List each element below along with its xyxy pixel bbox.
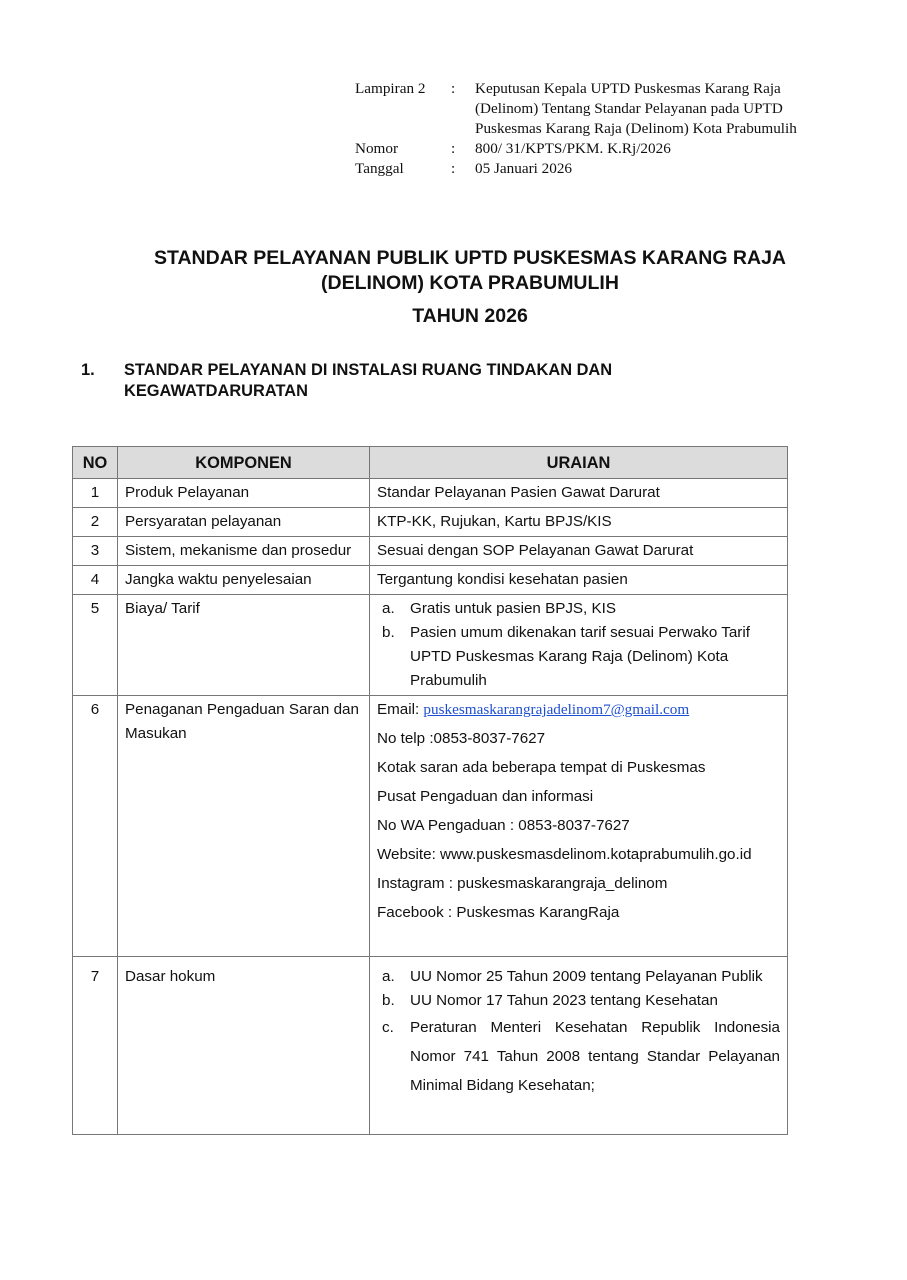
section-text: STANDAR PELAYANAN DI INSTALASI RUANG TINDAKAN DAN KEGAWATDARURATAN [124,361,613,400]
lampiran-table [355,79,845,179]
lampiran-colon: : [451,140,456,157]
document-title [70,246,870,329]
email-link[interactable]: puskesmaskarangrajadelinom7@gmail.com [423,701,690,718]
title-year: TAHUN 2026 [412,305,528,327]
row-no: 7 [73,957,118,1135]
list-text: Peraturan Menteri Kesehatan Republik Indonesia Nomor 741 Tahun 2008 tentang Standar Pelayanan Minimal Bidang Kesehatan; [410,1019,780,1094]
tarif-list [377,597,780,693]
lampiran-value: Keputusan Kepala UPTD Puskesmas Karang Raja (Delinom) Tentang Standar Pelayanan pada UPTD Puskesmas Karang Raja (Delinom) Kota Prabumulih [475,80,797,137]
list-marker: a. [382,968,395,985]
lampiran-row [355,139,845,159]
section-number: 1. [81,361,95,379]
title-line: (DELINOM) KOTA PRABUMULIH [321,272,619,294]
table-row [73,508,788,537]
list-item [377,965,780,989]
row-no: 2 [73,508,118,537]
table-row [73,537,788,566]
contact-line: Website: www.puskesmasdelinom.kotaprabumulih.go.id [377,846,752,863]
header-komponen: KOMPONEN [118,447,370,479]
row-no: 6 [73,696,118,957]
lampiran-key: Nomor [355,140,399,157]
email-line [377,698,780,722]
row-no: 3 [73,537,118,566]
contact-line: Kotak saran ada beberapa tempat di Puskesmas [377,759,706,776]
contact-line: No telp :0853-8037-7627 [377,730,546,747]
list-text: UU Nomor 25 Tahun 2009 tentang Pelayanan Publik [410,968,763,985]
row-komponen: Jangka waktu penyelesaian [118,566,370,595]
table-row [73,566,788,595]
row-no: 4 [73,566,118,595]
title-line: STANDAR PELAYANAN PUBLIK UPTD PUSKESMAS KARANG RAJA [153,247,786,269]
lampiran-value: 05 Januari 2026 [475,160,573,177]
row-no: 1 [73,479,118,508]
row-komponen: Produk Pelayanan [118,479,370,508]
row-uraian: Sesuai dengan SOP Pelayanan Gawat Darurat [370,537,788,566]
dasar-hukum-list [377,965,780,1100]
contact-line: Instagram : puskesmaskarangraja_delinom [377,875,668,892]
header-no: NO [73,447,118,479]
row-komponen: Persyaratan pelayanan [118,508,370,537]
contact-line: Facebook : Puskesmas KarangRaja [377,904,620,921]
table-row [73,479,788,508]
list-item [377,1013,780,1100]
row-komponen: Sistem, mekanisme dan prosedur [118,537,370,566]
contact-line: No WA Pengaduan : 0853-8037-7627 [377,817,630,834]
list-text: Gratis untuk pasien BPJS, KIS [410,600,616,617]
lampiran-value: 800/ 31/KPTS/PKM. K.Rj/2026 [475,140,671,157]
row-uraian: KTP-KK, Rujukan, Kartu BPJS/KIS [370,508,788,537]
row-komponen: Biaya/ Tarif [118,595,370,696]
list-item [377,989,780,1013]
email-label: Email: [377,701,424,718]
list-text: Pasien umum dikenakan tarif sesuai Perwako Tarif UPTD Puskesmas Karang Raja (Delinom) Kota Prabumulih [410,624,750,689]
list-marker: c. [382,1019,394,1036]
row-uraian [370,957,788,1135]
list-marker: b. [382,624,395,641]
service-standard-table [72,446,788,1135]
table-row [73,595,788,696]
table-header-row [73,447,788,479]
list-item [377,621,780,693]
table-row [73,957,788,1135]
row-komponen: Dasar hokum [118,957,370,1135]
lampiran-colon: : [451,80,456,97]
list-text: UU Nomor 17 Tahun 2023 tentang Kesehatan [410,992,718,1009]
lampiran-row [355,79,845,139]
table-row [73,696,788,957]
list-marker: b. [382,992,395,1009]
row-uraian [370,595,788,696]
lampiran-header [355,79,845,179]
lampiran-key: Lampiran 2 [355,80,426,97]
lampiran-colon: : [451,160,456,177]
header-uraian: URAIAN [370,447,788,479]
row-uraian: Tergantung kondisi kesehatan pasien [370,566,788,595]
lampiran-row [355,159,845,179]
list-item [377,597,780,621]
contact-line: Pusat Pengaduan dan informasi [377,788,594,805]
row-no: 5 [73,595,118,696]
lampiran-key: Tanggal [355,160,404,177]
row-komponen: Penaganan Pengaduan Saran dan Masukan [118,696,370,957]
list-marker: a. [382,600,395,617]
row-uraian [370,696,788,957]
row-uraian: Standar Pelayanan Pasien Gawat Darurat [370,479,788,508]
